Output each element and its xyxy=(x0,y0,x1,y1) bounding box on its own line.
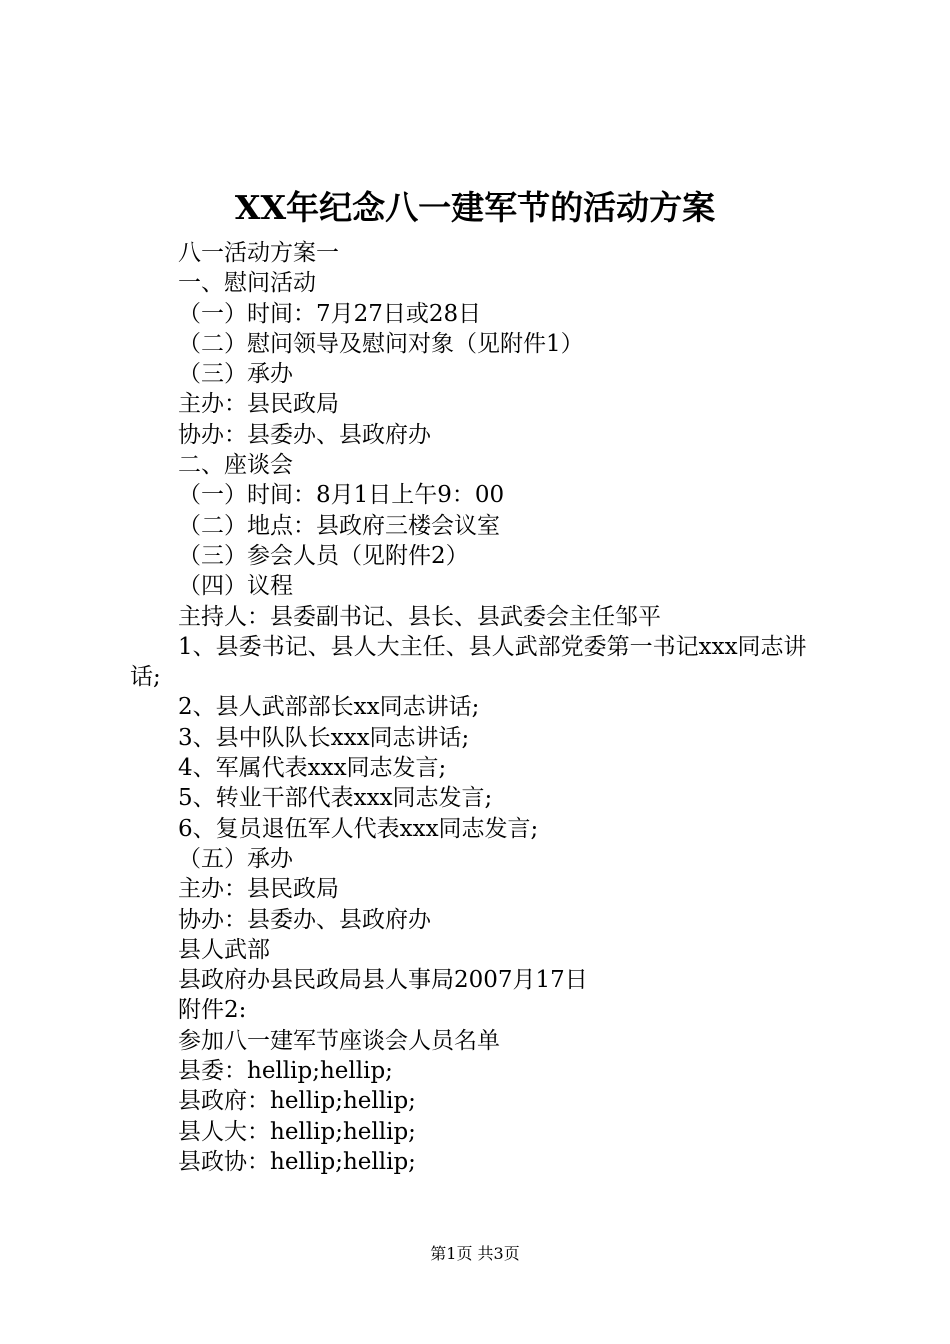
text-line: 6、复员退伍军人代表xxx同志发言; xyxy=(178,815,539,842)
text-line: 参加八一建军节座谈会人员名单 xyxy=(178,1027,500,1054)
text-line: （二）慰问领导及慰问对象（见附件1） xyxy=(178,330,584,357)
text-line: 县人大：hellip;hellip; xyxy=(178,1118,416,1145)
text-line: 协办：县委办、县政府办 xyxy=(178,421,431,448)
text-line: 2、县人武部部长xx同志讲话; xyxy=(178,694,480,721)
text-line: 4、军属代表xxx同志发言; xyxy=(178,755,447,782)
text-line: （四）议程 xyxy=(178,573,293,600)
text-line: （三）参会人员（见附件2） xyxy=(178,542,469,569)
page-footer: 第1页 共3页 xyxy=(430,1244,520,1263)
text-line: 县人武部 xyxy=(178,936,270,963)
text-line: （一）时间：7月27日或28日 xyxy=(178,300,482,327)
text-line: （三）承办 xyxy=(178,361,293,388)
wrapped-paragraph: 1、县委书记、县人大主任、县人武部党委第一书记xxx同志讲话; xyxy=(130,633,807,691)
text-line: 县政协：hellip;hellip; xyxy=(178,1148,416,1175)
text-line: 5、转业干部代表xxx同志发言; xyxy=(178,785,493,812)
text-line: 主办：县民政局 xyxy=(178,391,339,418)
text-line: 协办：县委办、县政府办 xyxy=(178,906,431,933)
text-line: 二、座谈会 xyxy=(178,452,293,479)
text-line: 县委：hellip;hellip; xyxy=(178,1058,393,1085)
text-line: 县政府办县民政局县人事局2007月17日 xyxy=(178,967,588,994)
text-line: （二）地点：县政府三楼会议室 xyxy=(178,512,500,539)
text-line: 县政府：hellip;hellip; xyxy=(178,1088,416,1115)
text-line: （一）时间：8月1日上午9：00 xyxy=(178,482,505,509)
text-line: 一、慰问活动 xyxy=(178,270,316,297)
text-line: 3、县中队队长xxx同志讲话; xyxy=(178,724,470,751)
text-line: 附件2: xyxy=(178,997,247,1024)
text-line: （五）承办 xyxy=(178,845,293,872)
document-title: XX年纪念八一建军节的活动方案 xyxy=(234,188,716,227)
text-line: 八一活动方案一 xyxy=(178,240,339,266)
text-line: 主持人：县委副书记、县长、县武委会主任邹平 xyxy=(178,603,661,630)
document-body xyxy=(130,238,830,1177)
text-line: 主办：县民政局 xyxy=(178,876,339,903)
